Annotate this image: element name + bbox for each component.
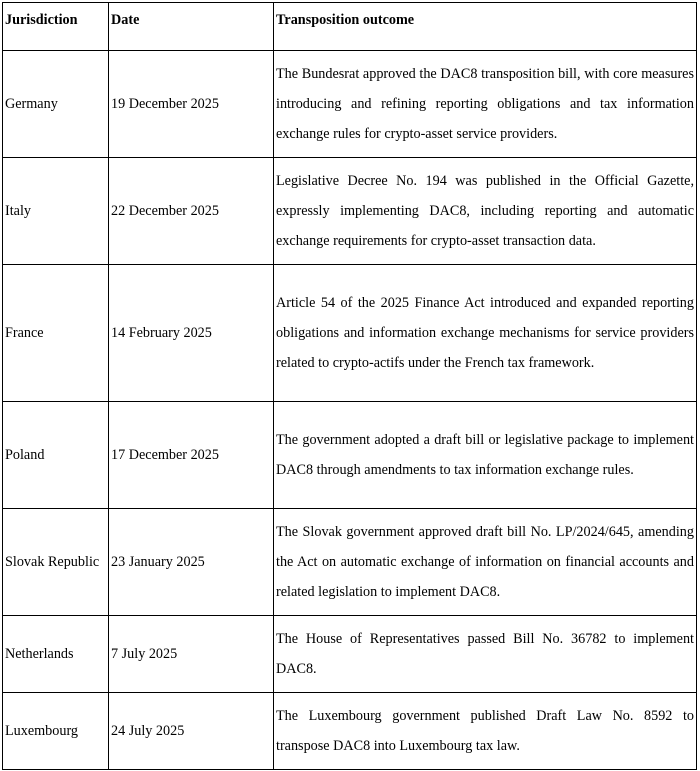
cell-date: 22 December 2025 bbox=[109, 158, 274, 265]
header-transposition-outcome: Transposition outcome bbox=[274, 3, 697, 51]
table-row bbox=[3, 616, 697, 693]
cell-outcome: Article 54 of the 2025 Finance Act introduced and expanded reporting obligations and information exchange mechanisms for service providers related to crypto-actifs under the French tax framework. bbox=[274, 265, 697, 402]
cell-jurisdiction: Germany bbox=[3, 51, 109, 158]
cell-outcome: Legislative Decree No. 194 was published in the Official Gazette, expressly implementing DAC8, including reporting and automatic exchange requirements for crypto-asset transaction data. bbox=[274, 158, 697, 265]
cell-jurisdiction: Netherlands bbox=[3, 616, 109, 693]
header-date: Date bbox=[109, 3, 274, 51]
cell-outcome: The Luxembourg government published Draft Law No. 8592 to transpose DAC8 into Luxembourg tax law. bbox=[274, 693, 697, 770]
header-jurisdiction: Jurisdiction bbox=[3, 3, 109, 51]
cell-jurisdiction: France bbox=[3, 265, 109, 402]
cell-date: 19 December 2025 bbox=[109, 51, 274, 158]
cell-jurisdiction: Slovak Republic bbox=[3, 509, 109, 616]
table-row bbox=[3, 693, 697, 770]
cell-outcome: The Slovak government approved draft bill No. LP/2024/645, amending the Act on automatic exchange of information on financial accounts and related legislation to implement DAC8. bbox=[274, 509, 697, 616]
cell-date: 23 January 2025 bbox=[109, 509, 274, 616]
cell-outcome: The House of Representatives passed Bill No. 36782 to implement DAC8. bbox=[274, 616, 697, 693]
cell-date: 17 December 2025 bbox=[109, 402, 274, 509]
cell-date: 14 February 2025 bbox=[109, 265, 274, 402]
cell-outcome: The Bundesrat approved the DAC8 transposition bill, with core measures introducing and refining reporting obligations and tax information exchange rules for crypto-asset service providers. bbox=[274, 51, 697, 158]
table-row bbox=[3, 402, 697, 509]
table-row bbox=[3, 158, 697, 265]
cell-date: 24 July 2025 bbox=[109, 693, 274, 770]
cell-jurisdiction: Italy bbox=[3, 158, 109, 265]
cell-jurisdiction: Poland bbox=[3, 402, 109, 509]
cell-jurisdiction: Luxembourg bbox=[3, 693, 109, 770]
table-header-row bbox=[3, 3, 697, 51]
dac8-transposition-table bbox=[2, 2, 697, 770]
table-row bbox=[3, 265, 697, 402]
cell-outcome: The government adopted a draft bill or legislative package to implement DAC8 through amendments to tax information exchange rules. bbox=[274, 402, 697, 509]
cell-date: 7 July 2025 bbox=[109, 616, 274, 693]
table-row bbox=[3, 509, 697, 616]
table-row bbox=[3, 51, 697, 158]
